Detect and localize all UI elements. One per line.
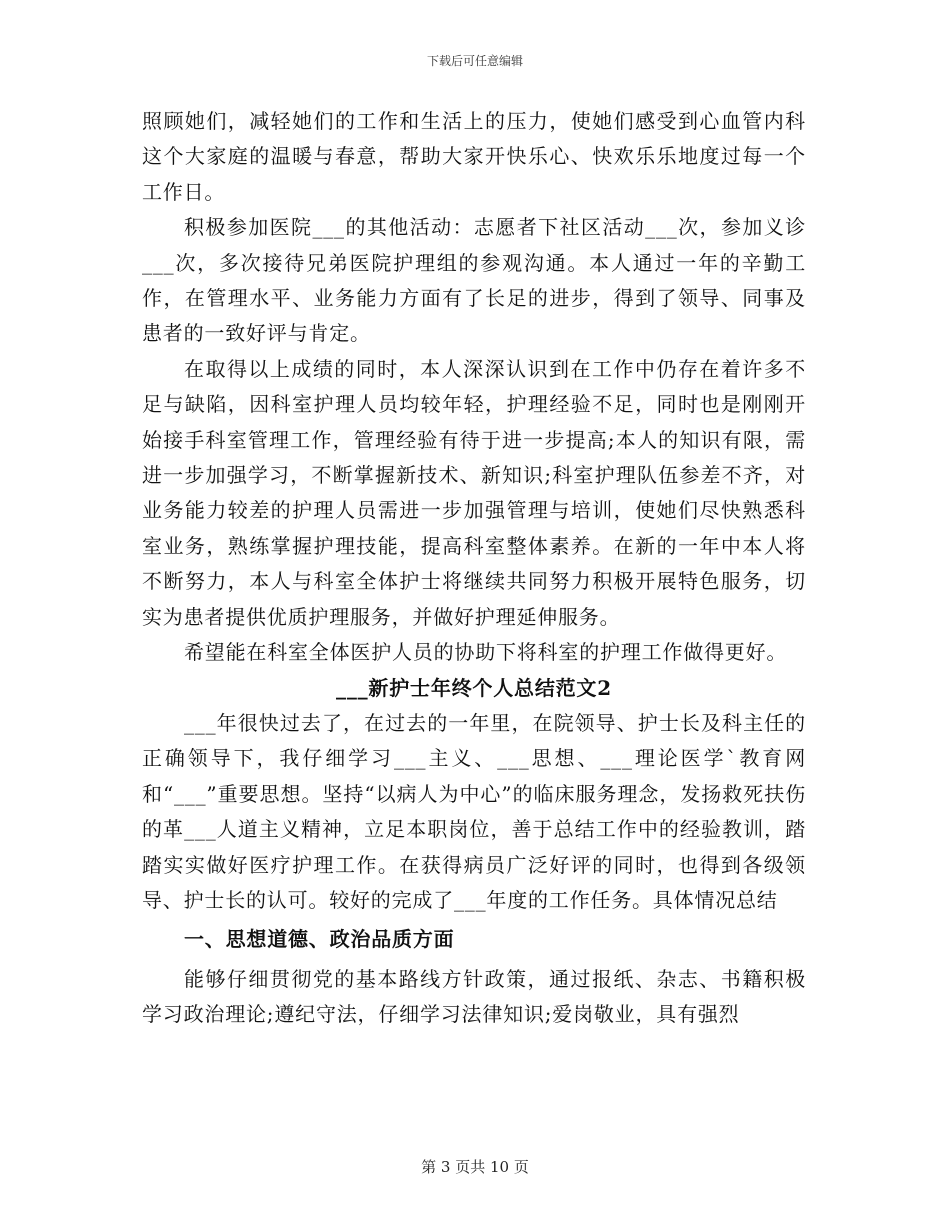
section-title: ___新护士年终个人总结范文2 [336,675,612,700]
paragraph-3: 在取得以上成绩的同时，本人深深认识到在工作中仍存在着许多不足与缺陷，因科室护理人员均较年轻，护理经验不足，同时也是刚刚开始接手科室管理工作，管理经验有待于进一步提高;本人的知识有限，需进一步加强学习，不断掌握新技术、新知识;科室护理队伍参差不齐，对业务能力较差的护理人员需进一步加强管理与培训，使她们尽快熟悉科室业务，熟练掌握护理技能，提高科室整体素养。在新的一年中本人将不断努力，本人与科室全体护士将继续共同努力积极开展特色服务，切实为患者提供优质护理服务，并做好护理延伸服务。 [142,356,806,629]
page-header: 下载后可任意编辑 [426,54,523,68]
paragraph-4: 希望能在科室全体医护人员的协助下将科室的护理工作做得更好。 [184,640,788,665]
paragraph-1: 照顾她们，减轻她们的工作和生活上的压力，使她们感受到心血管内科这个大家庭的温暖与春意，帮助大家开快乐心、快欢乐乐地度过每一个工作日。 [142,109,806,204]
page-footer: 第 3 页共 10 页 [421,1158,529,1176]
paragraph-2: 积极参加医院___的其他活动：志愿者下社区活动___次，参加义诊___次，多次接待兄弟医院护理组的参观沟通。本人通过一年的辛勤工作，在管理水平、业务能力方面有了长足的进步，得到了领导、同事及患者的一致好评与肯定。 [142,215,806,346]
subheading: 一、思想道德、政治品质方面 [184,927,455,952]
paragraph-5: ___年很快过去了，在过去的一年里，在院领导、护士长及科主任的正确领导下，我仔细学习___主义、___思想、___理论医学`教育网和“___”重要思想。坚持“以病人为中心”的临床服务理念，发扬救死扶伤的革___人道主义精神，立足本职岗位，善于总结工作中的经验教训，踏踏实实做好医疗护理工作。在获得病员广泛好评的同时，也得到各级领导、护士长的认可。较好的完成了___年度的工作任务。具体情况总结 [142,710,806,912]
paragraph-6: 能够仔细贯彻党的基本路线方针政策，通过报纸、杂志、书籍积极学习政治理论;遵纪守法，仔细学习法律知识;爱岗敬业，具有强烈 [142,966,806,1027]
document-body [142,104,806,1033]
